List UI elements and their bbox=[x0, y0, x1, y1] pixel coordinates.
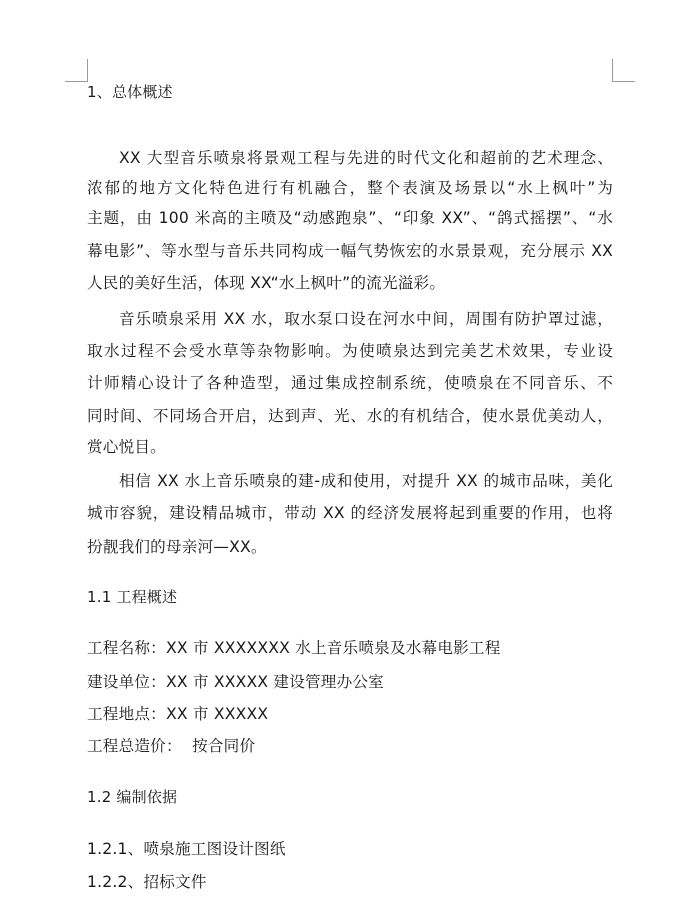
paragraph-line: 相信 XX 水上音乐喷泉的建-成和使用，对提升 XX 的城市品味，美化 bbox=[119, 472, 613, 490]
subsection-heading: 1.2 编制依据 bbox=[87, 788, 178, 806]
section-heading: 1、总体概述 bbox=[87, 83, 173, 101]
paragraph-line: 计师精心设计了各种造型，通过集成控制系统，使喷泉在不同音乐、不 bbox=[87, 374, 613, 392]
paragraph-line: 城市容貌，建设精品城市，带动 XX 的经济发展将起到重要的作用，也将 bbox=[87, 504, 613, 522]
total-cost: 工程总造价： 按合同价 bbox=[87, 737, 256, 755]
project-location: 工程地点：XX 市 XXXXX bbox=[87, 705, 269, 723]
basis-item: 1.2.1、喷泉施工图设计图纸 bbox=[87, 840, 286, 858]
paragraph-line: 幕电影”、等水型与音乐共同构成一幅气势恢宏的水景景观，充分展示 XX bbox=[87, 242, 613, 260]
paragraph-line: 同时间、不同场合开启，达到声、光、水的有机结合，使水景优美动人， bbox=[87, 407, 613, 425]
project-name: 工程名称：XX 市 XXXXXXX 水上音乐喷泉及水幕电影工程 bbox=[87, 639, 501, 657]
page-corner-mark-top-right bbox=[612, 59, 635, 82]
basis-item: 1.2.2、招标文件 bbox=[87, 873, 207, 891]
construction-unit: 建设单位：XX 市 XXXXX 建设管理办公室 bbox=[87, 673, 384, 691]
paragraph-line: XX 大型音乐喷泉将景观工程与先进的时代文化和超前的艺术理念、 bbox=[119, 149, 613, 167]
paragraph-line: 赏心悦目。 bbox=[87, 438, 166, 456]
paragraph-line: 主题，由 100 米高的主喷及“动感跑泉”、“印象 XX”、“鸽式摇摆”、“水 bbox=[87, 209, 613, 227]
paragraph-line: 人民的美好生活，体现 XX“水上枫叶”的流光溢彩。 bbox=[87, 274, 446, 292]
paragraph-line: 浓郁的地方文化特色进行有机融合，整个表演及场景以“水上枫叶”为 bbox=[87, 179, 613, 197]
paragraph-line: 取水过程不会受水草等杂物影响。为使喷泉达到完美艺术效果，专业设 bbox=[87, 342, 613, 360]
paragraph-line: 扮靓我们的母亲河—XX。 bbox=[87, 538, 267, 556]
page-corner-mark-top-left bbox=[65, 59, 88, 82]
subsection-heading: 1.1 工程概述 bbox=[87, 588, 178, 606]
paragraph-line: 音乐喷泉采用 XX 水，取水泵口设在河水中间，周围有防护罩过滤， bbox=[119, 310, 613, 328]
